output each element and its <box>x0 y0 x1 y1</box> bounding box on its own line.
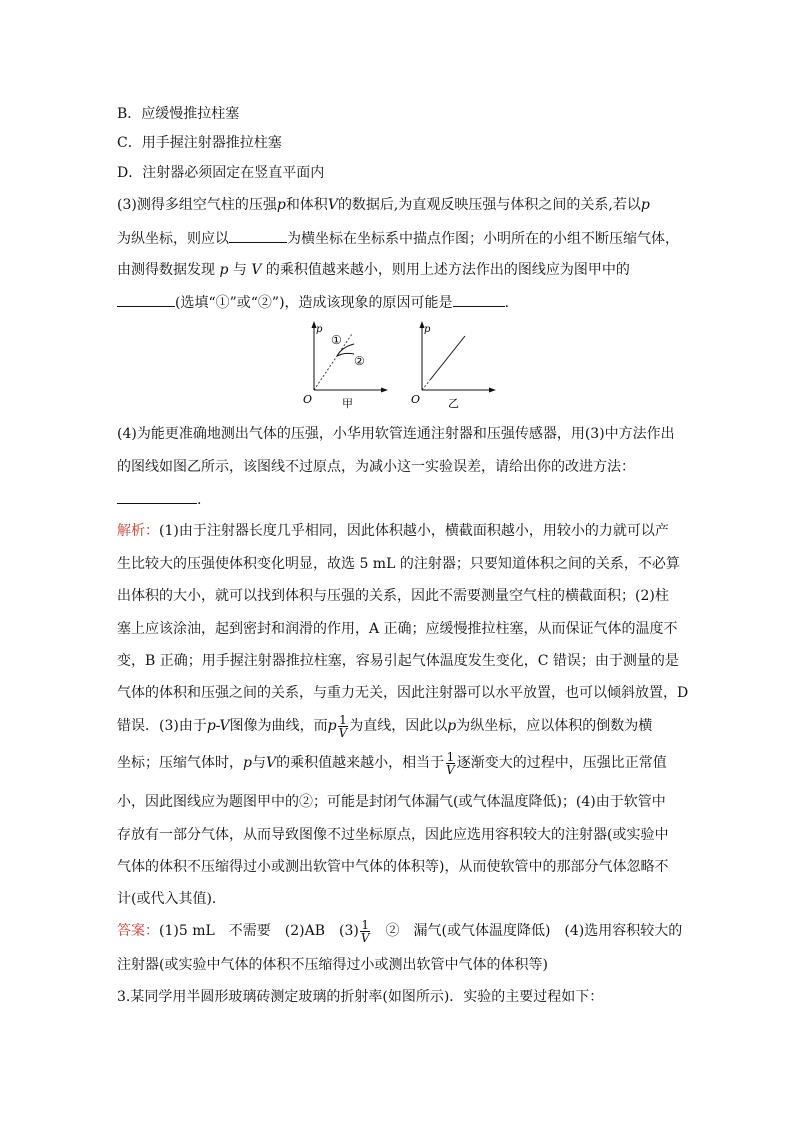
figure-caption-yi: 乙 <box>448 397 459 410</box>
solution-text: 为直线，因此以 <box>349 718 448 734</box>
figure-yi <box>411 321 496 410</box>
answer-text: (1)5 mL 不需要 (2)AB (3) <box>159 923 359 939</box>
origin-label: O <box>411 393 421 406</box>
solution-line-2: 生比较大的压强使体积变化明显，故选 5 mL 的注射器；只要知道体积之间的关系，不必算 <box>117 556 680 572</box>
figures <box>296 318 502 413</box>
solution-line-5: 变，B 正确；用手握注射器推拉柱塞，容易引起气体温度发生变化，C 错误；由于测量的是 <box>117 653 679 669</box>
var-p: p <box>327 718 337 734</box>
fraction-1-over-v: $\frac{1}{V}$ <box>360 917 370 945</box>
solution-line-11: 气体的体积不压缩得过小或测出软管中气体的体积等)，从而使软管中的那部分气体忽略不 <box>117 859 669 875</box>
q3-line-3 <box>117 260 630 280</box>
q3-text: (3)测得多组空气柱的压强 <box>117 197 277 213</box>
solution-line-7 <box>117 711 652 741</box>
var-p: p <box>640 197 650 213</box>
var-p: p <box>276 197 286 213</box>
fraction-1-over-v: $\frac{1}{V}$ <box>446 749 455 777</box>
q3-text: 为横坐标在坐标系中描点作图；小明所在的小组不断压缩气体， <box>287 231 679 247</box>
answer-line-1 <box>117 916 682 946</box>
straight-line <box>430 336 465 380</box>
solution-text: 为纵坐标，应以体积的倒数为横 <box>456 718 653 734</box>
var-pv: p-V <box>206 718 230 734</box>
solution-line-6: 气体的体积和压强之间的关系，与重力无关，因此注射器可以水平放置，也可以倾斜放置，D <box>117 685 689 701</box>
var-v: V <box>251 262 262 278</box>
q3-text: 和体积 <box>285 197 328 213</box>
q4-line-1: (4)为能更准确地测出气体的压强，小华用软管连通注射器和压强传感器，用(3)中方法作出 <box>117 426 675 442</box>
solution-text: 逐渐变大的过程中，压强比正常值 <box>456 755 667 771</box>
x-axis-arrow <box>381 388 388 393</box>
var-v: V <box>265 755 277 771</box>
next-question: 3.某同学用半圆形玻璃砖测定玻璃的折射率(如图所示)．实验的主要过程如下： <box>117 989 604 1005</box>
q4-line-3 <box>117 489 201 510</box>
q3-line-2 <box>117 228 679 249</box>
solution-line-1 <box>117 521 669 541</box>
figure-jia <box>303 321 388 410</box>
solution-line-3: 出体积的大小，就可以找到体积与压强的关系，因此不需要测量空气柱的横截面积；(2)柱 <box>117 588 669 604</box>
dashed-extension <box>314 356 337 390</box>
solution-line-12: 计(或代入其值)． <box>117 891 226 907</box>
q4-text: . <box>197 492 202 508</box>
answer-label: 答案： <box>117 923 159 939</box>
solution-line-10: 存放有一部分气体，从而导致图像不过坐标原点，因此应选用容积较大的注射器(或实验中 <box>117 827 669 843</box>
q3-text: (选填“①”或“②”)，造成该现象的原因可能是 <box>175 295 453 311</box>
option-c: C．用手握注射器推拉柱塞 <box>117 135 282 151</box>
var-p: p <box>219 262 229 278</box>
q3-text: 由测得数据发现 <box>117 262 215 278</box>
q3-line-1 <box>117 195 650 215</box>
answer-blank[interactable] <box>117 292 175 307</box>
solution-text: 与 <box>251 755 266 771</box>
solution-text: 图像为曲线，而 <box>229 718 328 734</box>
x-axis-arrow <box>489 388 496 393</box>
solution-text: (1)由于注射器长度几乎相同，因此体积越小，横截面积越小，用较小的力就可以产 <box>159 523 669 539</box>
solution-label: 解析： <box>117 523 159 539</box>
q3-text: 的数据后,为直观反映压强与体积之间的关系,若以 <box>337 197 641 213</box>
axis-label-p: p <box>424 324 431 335</box>
option-b: B．应缓慢推拉柱塞 <box>117 106 240 122</box>
dashed-extension <box>422 380 430 390</box>
fraction-1-over-v: $\frac{1}{V}$ <box>338 712 348 740</box>
var-p: p <box>447 718 457 734</box>
q3-text: 为纵坐标，则应以 <box>117 231 229 247</box>
q3-text: 的乘积值越来越小，则用上述方法作出的图线应为图甲中的 <box>265 262 630 278</box>
var-p: p <box>243 755 252 771</box>
origin-label: O <box>303 393 313 406</box>
solution-line-8 <box>117 748 667 778</box>
curve-2-label: ② <box>354 354 365 368</box>
q4-line-2: 的图线如图乙所示，该图线不过原点，为减小这一实验误差，请给出你的改进方法： <box>117 459 635 475</box>
answer-line-2: 注射器(或实验中气体的体积不压缩得过小或测出软管中气体的体积等) <box>117 957 548 973</box>
answer-blank[interactable] <box>117 489 197 504</box>
solution-text: 的乘积值越来越小，相当于 <box>276 755 445 771</box>
curve-2 <box>337 353 354 356</box>
solution-text: 错误．(3)由于 <box>117 718 207 734</box>
axis-label-p: p <box>316 324 323 335</box>
answer-blank[interactable] <box>453 292 505 307</box>
solution-line-4: 塞上应该涂油，起到密封和润滑的作用，A 正确；应缓慢推拉柱塞，从而保证气体的温度不 <box>117 621 678 637</box>
option-d: D．注射器必须固定在竖直平面内 <box>117 165 325 181</box>
var-v: V <box>327 197 338 213</box>
solution-text: 坐标；压缩气体时， <box>117 755 243 771</box>
figure-caption-jia: 甲 <box>342 397 353 410</box>
answer-text: ② 漏气(或气体温度降低) (4)选用容积较大的 <box>371 923 683 939</box>
q3-text: . <box>504 295 510 311</box>
q3-text: 与 <box>232 262 247 278</box>
curve-1-label: ① <box>331 333 342 347</box>
q3-line-4 <box>117 292 509 313</box>
answer-blank[interactable] <box>229 228 287 243</box>
solution-line-9: 小，因此图线应为题图甲中的②；可能是封闭气体漏气(或气体温度降低)；(4)由于软管中 <box>117 794 666 810</box>
